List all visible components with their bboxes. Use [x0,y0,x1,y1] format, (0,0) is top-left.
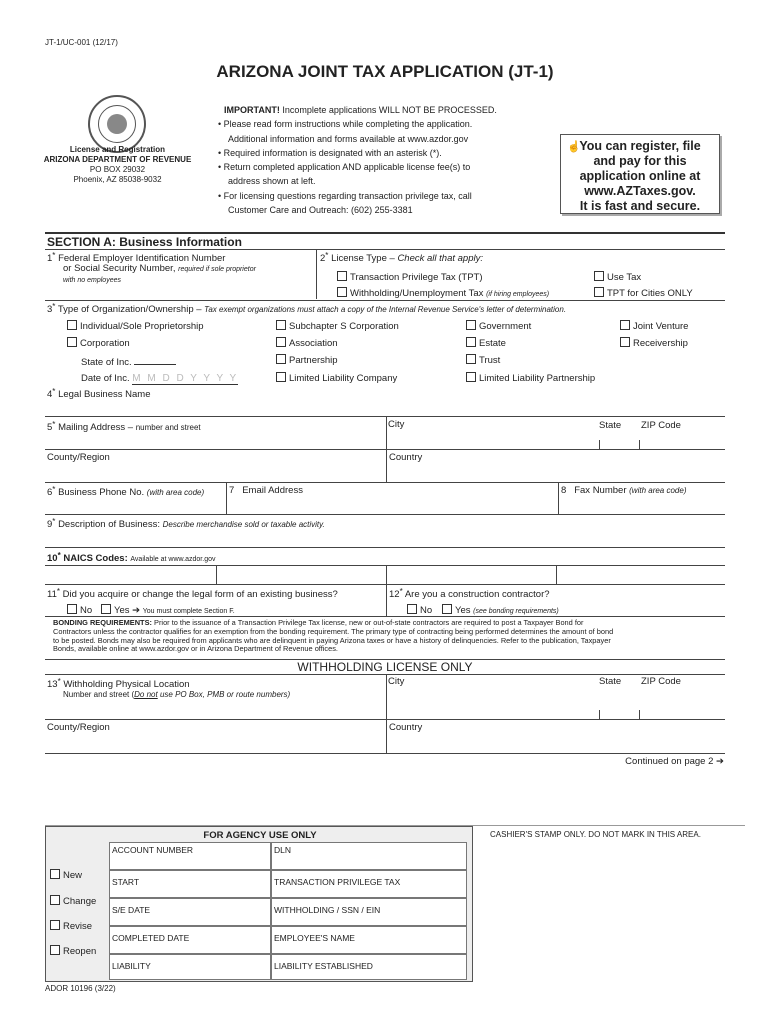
withholding-state-label: State [599,676,622,687]
divider [386,416,387,482]
mailing-city-label: City [388,419,405,430]
org-trust-checkbox[interactable]: Trust [466,354,500,366]
acquire-yes-checkbox[interactable]: Yes ➔ You must complete Section F. [101,604,235,616]
divider [386,674,387,754]
agency-line4: Phoenix, AZ 85038-9032 [73,175,162,184]
withholding-header: WITHHOLDING LICENSE ONLY [297,660,473,674]
org-gov-checkbox[interactable]: Government [466,320,531,332]
online-registration-box [560,134,720,214]
acquire-no-checkbox[interactable]: No [67,604,92,616]
divider [599,710,600,719]
state-of-inc-field[interactable]: State of Inc. [81,355,176,368]
continued-note: Continued on page 2 ➔ [625,756,724,767]
mailing-address-input[interactable] [48,432,384,448]
divider [386,584,387,616]
agency-line1: License and Registration [69,145,166,154]
field-12-label: 12* Are you a construction contractor? [389,587,550,600]
org-jv-checkbox[interactable]: Joint Venture [620,320,688,332]
org-subs-checkbox[interactable]: Subchapter S Corporation [276,320,399,332]
org-receivership-checkbox[interactable]: Receivership [620,337,688,349]
divider [556,565,557,584]
field-4-label: 4* Legal Business Name [47,387,151,400]
divider [45,616,725,617]
cashier-stamp-note: CASHIER'S STAMP ONLY. DO NOT MARK IN THIS AREA. [490,830,701,839]
field-8-label: 8 Fax Number (with area code) [561,485,687,496]
org-llc-checkbox[interactable]: Limited Liability Company [276,372,397,384]
important-notes: IMPORTANT! Incomplete applications WILL NOT BE PROCESSED. • Please read form instructions while completing the application. Additional information and forms available at www.azdor.gov • Required information is designated with an asterisk (*). • Return completed application AND applicable license fee(s) to address shown at left. • For licensing questions regarding transaction privilege tax, call Customer Care and Outreach: (602) 255-3381 [218,103,558,217]
field-13-label: 13* Withholding Physical Location Number and street (Do not use PO Box, PMB or route numbers) [47,677,291,699]
withholding-agency-field[interactable]: WITHHOLDING / SSN / EIN [271,898,467,926]
dln-field[interactable]: DLN [271,842,467,870]
withholding-country-label: Country [389,722,423,733]
agency-use-box [45,826,473,982]
important-b4a: For licensing questions regarding transaction privilege tax, call [223,190,472,201]
field-7-label: 7 Email Address [229,485,303,496]
agency-address [30,145,205,185]
important-b3a: Return completed application AND applicable license fee(s) to [223,162,471,173]
divider [316,249,317,299]
license-withholding-checkbox[interactable]: Withholding/Unemployment Tax (if hiring employees) [337,287,549,299]
important-lead: IMPORTANT! [224,105,280,115]
promo-line3: application online at [579,169,701,183]
divider [599,440,600,449]
divider [45,514,725,515]
section-a-topline [45,232,725,234]
divider [45,249,725,250]
divider [386,565,387,584]
mailing-city-input[interactable] [388,432,596,448]
agency-line3: PO BOX 29032 [89,165,146,174]
org-corp-checkbox[interactable]: Corporation [67,337,130,349]
withholding-city-label: City [388,676,405,687]
promo-line5: It is fast and secure. [579,199,701,213]
divider [45,719,725,720]
mailing-zip-label: ZIP Code [641,420,681,431]
withholding-address-input[interactable] [48,700,384,716]
completed-date-field[interactable]: COMPLETED DATE [109,926,271,954]
employees-name-field[interactable]: EMPLOYEE'S NAME [271,926,467,954]
withholding-city-input[interactable] [388,700,596,716]
license-use-tax-checkbox[interactable]: Use Tax [594,271,641,283]
org-partnership-checkbox[interactable]: Partnership [276,354,338,366]
divider [45,416,725,417]
agency-line2: ARIZONA DEPARTMENT OF REVENUE [43,155,192,164]
agency-new-checkbox[interactable]: New [50,869,82,881]
divider [45,565,725,566]
divider [45,584,725,585]
agency-revise-checkbox[interactable]: Revise [50,920,92,932]
agency-use-title: FOR AGENCY USE ONLY [203,830,317,841]
field-10-label: 10* NAICS Codes: Available at www.azdor.gov [47,551,216,564]
bonding-requirements: BONDING REQUIREMENTS: Prior to the issuance of a Transaction Privilege Tax license, new or out-of-state contractors are required to post a Taxpayer Bond for Contractors unless the contractor qualifies for an exemption from the bonding requirement. The primary type of contracting being performed determines the amount of bond to be posted. Bonds may also be required from applicants who are delinquent in paying Arizona taxes or have a history of delinquencies. Refer to the publication, Taxpayer Bonds, available online at www.azdor.gov or in Arizona Department of Revenue offices. [53,618,614,654]
naics-code-2[interactable] [218,567,384,583]
date-of-inc-field[interactable]: Date of Inc. M M D D Y Y Y Y [81,373,239,384]
naics-code-3[interactable] [388,567,554,583]
org-llp-checkbox[interactable]: Limited Liability Partnership [466,372,595,384]
se-date-field[interactable]: S/E DATE [109,898,271,926]
divider [558,482,559,514]
page-title: ARIZONA JOINT TAX APPLICATION (JT-1) [216,62,554,81]
naics-code-4[interactable] [558,567,724,583]
liability-field[interactable]: LIABILITY [109,954,271,980]
promo-line4[interactable]: www.AZTaxes.gov. [584,184,696,198]
divider [45,449,725,450]
start-field[interactable]: START [109,870,271,898]
contractor-yes-checkbox[interactable]: Yes (see bonding requirements) [442,604,559,616]
field-5-label: 5* Mailing Address – number and street [47,420,201,433]
divider [45,482,725,483]
field-3-label: 3* Type of Organization/Ownership – Tax exempt organizations must attach a copy of the Internal Revenue Service's letter of determination. [47,302,567,315]
account-number-field[interactable]: ACCOUNT NUMBER [109,842,271,870]
divider [226,482,227,514]
field-1-label: 1* Federal Employer Identification Number or Social Security Number, required if sole proprietor with no employees [47,251,256,284]
mailing-county-label: County/Region [47,452,110,463]
contractor-no-checkbox[interactable]: No [407,604,432,616]
field-11-label: 11* Did you acquire or change the legal form of an existing business? [47,587,338,600]
withholding-county-label: County/Region [47,722,110,733]
promo-line2: and pay for this [593,154,687,168]
mailing-state-label: State [599,420,622,431]
form-id: JT-1/UC-001 (12/17) [45,38,118,47]
divider [45,300,725,301]
section-a-title: SECTION A: Business Information [47,235,242,249]
promo-line1: You can register, file [579,139,701,153]
divider [45,674,725,675]
divider [45,547,725,548]
agency-reopen-checkbox[interactable]: Reopen [50,945,96,957]
arrow-right-icon: ➔ [132,605,141,616]
withholding-zip-label: ZIP Code [641,676,681,687]
important-b2: Required information is designated with an asterisk (*). [223,147,442,158]
naics-code-1[interactable] [48,567,214,583]
org-sole-checkbox[interactable]: Individual/Sole Proprietorship [67,320,204,332]
divider [639,710,640,719]
fein-input[interactable] [48,284,318,300]
divider [216,565,217,584]
pointer-hand-icon: ☝ [567,141,581,153]
important-b3b: address shown at left. [228,176,316,187]
field-2-label: 2* License Type – Check all that apply: [320,251,483,264]
org-assoc-checkbox[interactable]: Association [276,337,338,349]
field-9-label: 9* Description of Business: Describe merchandise sold or taxable activity. [47,517,325,530]
important-lead-rest: Incomplete applications WILL NOT BE PROCESSED. [279,105,497,115]
mailing-country-label: Country [389,452,423,463]
license-tpt-cities-checkbox[interactable]: TPT for Cities ONLY [594,287,693,299]
org-estate-checkbox[interactable]: Estate [466,337,506,349]
divider [45,753,725,754]
important-b1b: Additional information and forms available at www.azdor.gov [228,133,469,144]
legal-business-name-input[interactable] [48,398,724,414]
important-b1a: Please read form instructions while completing the application. [223,119,473,130]
divider [639,440,640,449]
important-b4b: Customer Care and Outreach: (602) 255-3381 [228,205,413,216]
liability-established-field[interactable]: LIABILITY ESTABLISHED [271,954,467,980]
field-6-label: 6* Business Phone No. (with area code) [47,485,205,498]
agency-change-checkbox[interactable]: Change [50,895,96,907]
tpt-agency-field[interactable]: TRANSACTION PRIVILEGE TAX [271,870,467,898]
footer-form-number: ADOR 10196 (3/22) [45,984,116,993]
license-tpt-checkbox[interactable]: Transaction Privilege Tax (TPT) [337,271,483,283]
